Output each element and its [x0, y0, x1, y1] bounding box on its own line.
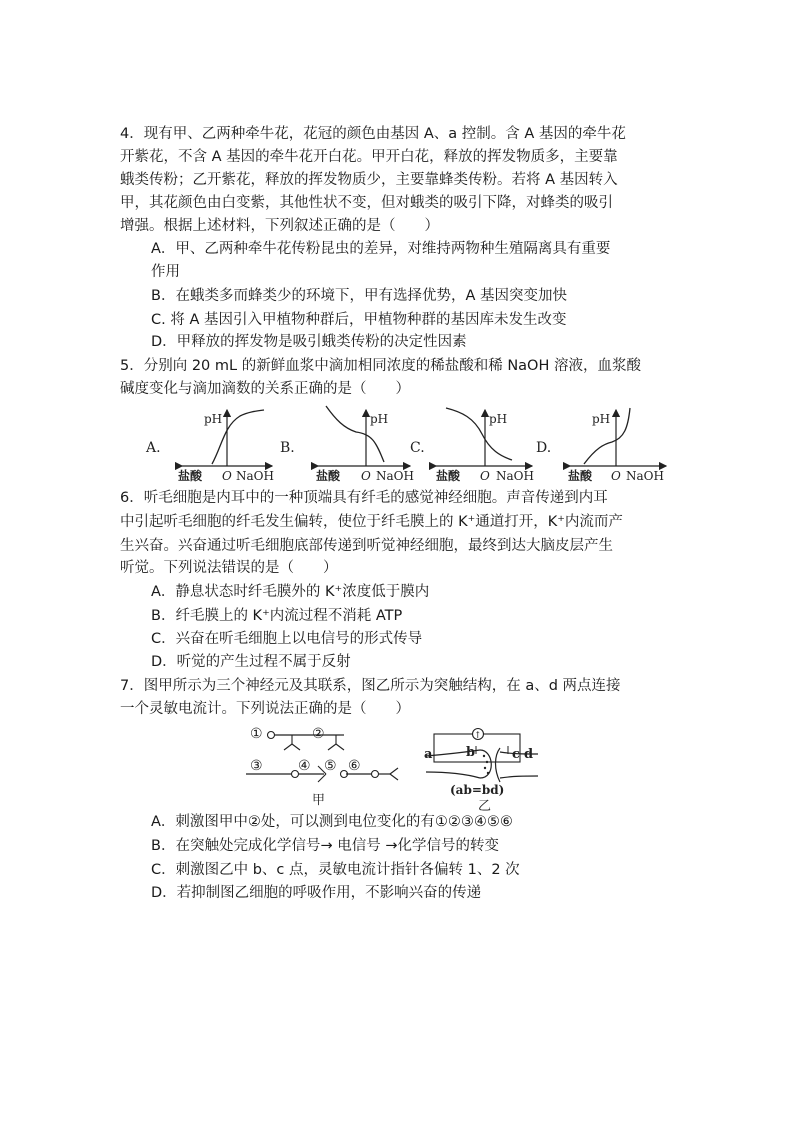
graph-c-origin: O: [480, 469, 490, 483]
q7-option-a: A．刺激图甲中②处，可以测到电位变化的有①②③④⑤⑥: [151, 814, 513, 830]
q7-stem-line-1: 7．图甲所示为三个神经元及其联系，图乙所示为突触结构，在 a、d 两点连接: [120, 678, 621, 694]
fig-yi-caption: 乙: [478, 799, 492, 812]
graph-d-right: NaOH: [626, 469, 664, 483]
graph-a-origin: O: [222, 469, 232, 483]
graph-d-label: D.: [536, 440, 552, 456]
graph-a-label: A.: [146, 440, 161, 456]
fig-yi-meter: ↑: [474, 731, 482, 741]
q5-graphs: [140, 404, 680, 484]
q4-option-c: C. 将 A 基因引入甲植物种群后，甲植物种群的基因库未发生改变: [151, 312, 567, 328]
q4-option-a: A．甲、乙两种牵牛花传粉昆虫的差异，对维持两物种生殖隔离具有重要: [151, 241, 611, 257]
q6-option-a: A．静息状态时纤毛膜外的 K⁺浓度低于膜内: [151, 584, 430, 600]
graph-b-ylabel: pH: [370, 412, 389, 426]
q4-option-a-cont: 作用: [151, 264, 180, 280]
graph-b-right: NaOH: [376, 469, 414, 483]
q6-stem-line-4: 听觉。下列说法错误的是（ ）: [120, 560, 338, 576]
q6-stem-line-3: 生兴奋。兴奋通过听毛细胞底部传递到听觉神经细胞，最终到达大脑皮层产生: [120, 538, 613, 554]
q4-stem-line-2: 开紫花，不含 A 基因的牵牛花开白花。甲开白花，释放的挥发物质多，主要靠: [120, 149, 618, 165]
graph-d-ylabel: pH: [592, 412, 611, 426]
figure-yi-synapse: [420, 726, 550, 812]
graph-a-right: NaOH: [236, 469, 274, 483]
graph-a-left: 盐酸: [178, 469, 203, 483]
graph-b-left: 盐酸: [316, 469, 341, 483]
graph-d-left: 盐酸: [568, 469, 593, 483]
graph-b-label: B.: [280, 440, 295, 456]
graph-b: [280, 406, 414, 483]
q4-stem-line-5: 增强。根据上述材料，下列叙述正确的是（ ）: [120, 218, 439, 234]
fig-jia-label-4: ④: [298, 758, 311, 774]
graph-c-ylabel: pH: [489, 412, 508, 426]
q7-stem-line-2: 一个灵敏电流计。下列说法正确的是（ ）: [120, 701, 410, 717]
q4-stem-line-1: 4．现有甲、乙两种牵牛花，花冠的颜色由基因 A、a 控制。含 A 基因的牵牛花: [120, 126, 626, 142]
q6-stem-line-2: 中引起听毛细胞的纤毛发生偏转，使位于纤毛膜上的 K⁺通道打开，K⁺内流而产: [120, 514, 623, 530]
fig-jia-caption: 甲: [312, 793, 326, 808]
q7-option-b: B．在突触处完成化学信号→ 电信号 →化学信号的转变: [151, 838, 499, 854]
fig-jia-label-3: ③: [250, 758, 263, 774]
graph-c-label: C.: [410, 440, 425, 456]
q6-option-c: C．兴奋在听毛细胞上以电信号的形式传导: [151, 631, 423, 647]
q6-option-b: B．纤毛膜上的 K⁺内流过程不消耗 ATP: [151, 608, 403, 624]
fig-yi-point-c: c: [512, 747, 520, 762]
q6-option-d: D．听觉的产生过程不属于反射: [151, 654, 351, 670]
graph-d-origin: O: [611, 469, 621, 483]
graph-c-left: 盐酸: [436, 469, 461, 483]
graph-a-ylabel: pH: [204, 412, 223, 426]
graph-c: [410, 408, 534, 483]
q5-stem-line-2: 碱度变化与滴加滴数的关系正确的是（ ）: [120, 381, 410, 397]
fig-yi-note: (ab=bd): [450, 783, 505, 797]
q6-stem-line-1: 6．听毛细胞是内耳中的一种顶端具有纤毛的感觉神经细胞。声音传递到内耳: [120, 490, 608, 506]
fig-yi-point-b: b: [466, 745, 476, 760]
graph-a: [145, 410, 274, 483]
fig-jia-label-1: ①: [250, 726, 263, 742]
graph-c-right: NaOH: [496, 469, 534, 483]
q7-option-c: C．刺激图乙中 b、c 点，灵敏电流计指针各偏转 1、2 次: [151, 862, 520, 878]
q4-stem-line-4: 甲，其花颜色由白变紫，其他性状不变，但对蛾类的吸引下降，对蜂类的吸引: [120, 195, 613, 211]
fig-jia-label-5: ⑤: [324, 758, 337, 774]
fig-jia-label-2: ②: [312, 726, 325, 742]
q5-stem-line-1: 5．分别向 20 mL 的新鲜血浆中滴加相同浓度的稀盐酸和稀 NaOH 溶液，血浆酸: [120, 358, 641, 374]
fig-yi-point-d: d: [524, 747, 534, 762]
fig-jia-label-6: ⑥: [348, 758, 361, 774]
q7-option-d: D．若抑制图乙细胞的呼吸作用，不影响兴奋的传递: [151, 885, 482, 901]
fig-yi-point-a: a: [424, 747, 433, 762]
graph-d: [536, 408, 666, 483]
q4-stem-line-3: 蛾类传粉；乙开紫花，释放的挥发物质少，主要靠蜂类传粉。若将 A 基因转入: [120, 172, 618, 188]
graph-b-origin: O: [361, 469, 371, 483]
q4-option-d: D．甲释放的挥发物是吸引蛾类传粉的决定性因素: [151, 334, 467, 350]
q4-option-b: B．在蛾类多而蜂类少的环境下，甲有选择优势，A 基因突变加快: [151, 288, 567, 304]
figure-jia-neurons: [240, 722, 410, 808]
